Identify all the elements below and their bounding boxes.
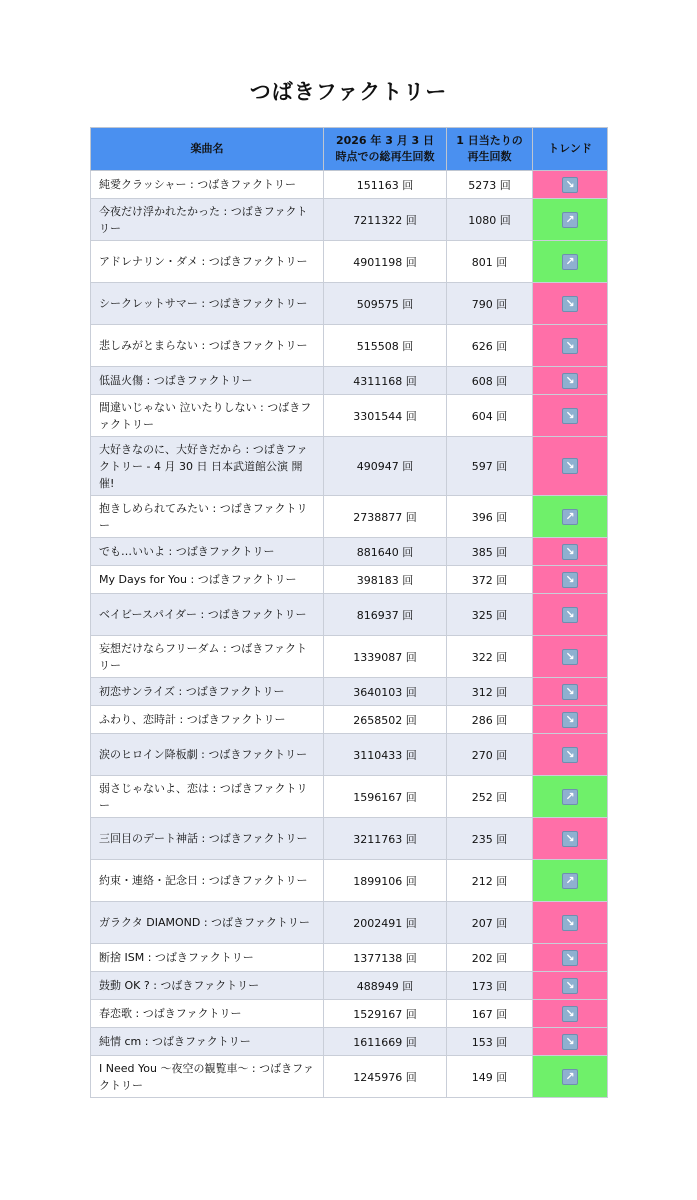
- total-plays: 1596167 回: [324, 776, 447, 818]
- table-row: [91, 944, 608, 972]
- header-total-line2: 時点での総再生回数: [335, 150, 435, 163]
- total-plays: 488949 回: [324, 972, 447, 1000]
- daily-plays: 153 回: [447, 1028, 533, 1056]
- table-row: [91, 706, 608, 734]
- song-title: 純情 cm : つばきファクトリー: [91, 1028, 324, 1056]
- total-plays: 515508 回: [324, 325, 447, 367]
- trend-cell: [533, 1056, 608, 1098]
- total-plays: 1899106 回: [324, 860, 447, 902]
- song-title: 悲しみがとまらない : つばきファクトリー: [91, 325, 324, 367]
- total-plays: 2002491 回: [324, 902, 447, 944]
- table-row: [91, 325, 608, 367]
- table-row: [91, 437, 608, 496]
- trend-down-arrow-icon: ↘: [562, 338, 578, 354]
- header-daily-plays: [447, 128, 533, 171]
- daily-plays: 790 回: [447, 283, 533, 325]
- song-title: でも…いいよ : つばきファクトリー: [91, 538, 324, 566]
- trend-cell: [533, 944, 608, 972]
- total-plays: 4311168 回: [324, 367, 447, 395]
- daily-plays: 202 回: [447, 944, 533, 972]
- table-row: [91, 1056, 608, 1098]
- table-header-row: [91, 128, 608, 171]
- total-plays: 1377138 回: [324, 944, 447, 972]
- trend-down-arrow-icon: ↘: [562, 458, 578, 474]
- total-plays: 881640 回: [324, 538, 447, 566]
- table-row: [91, 902, 608, 944]
- trend-up-arrow-icon: ↗: [562, 254, 578, 270]
- song-title: 純愛クラッシャー : つばきファクトリー: [91, 171, 324, 199]
- table-row: [91, 594, 608, 636]
- trend-cell: [533, 1028, 608, 1056]
- header-daily-line2: 再生回数: [467, 150, 512, 163]
- trend-up-arrow-icon: ↗: [562, 509, 578, 525]
- trend-cell: [533, 538, 608, 566]
- table-row: [91, 776, 608, 818]
- daily-plays: 385 回: [447, 538, 533, 566]
- table-row: [91, 283, 608, 325]
- song-title: My Days for You : つばきファクトリー: [91, 566, 324, 594]
- trend-cell: [533, 199, 608, 241]
- song-title: ベイビースパイダー : つばきファクトリー: [91, 594, 324, 636]
- trend-cell: [533, 594, 608, 636]
- trend-down-arrow-icon: ↘: [562, 296, 578, 312]
- song-title: 初恋サンライズ : つばきファクトリー: [91, 678, 324, 706]
- trend-down-arrow-icon: ↘: [562, 684, 578, 700]
- daily-plays: 626 回: [447, 325, 533, 367]
- trend-down-arrow-icon: ↘: [562, 978, 578, 994]
- trend-cell: [533, 678, 608, 706]
- header-total-plays: [324, 128, 447, 171]
- daily-plays: 207 回: [447, 902, 533, 944]
- song-title: 弱さじゃないよ、恋は : つばきファクトリー: [91, 776, 324, 818]
- daily-plays: 597 回: [447, 437, 533, 496]
- table-row: [91, 972, 608, 1000]
- trend-cell: [533, 1000, 608, 1028]
- trend-down-arrow-icon: ↘: [562, 607, 578, 623]
- table-body: [91, 171, 608, 1098]
- song-title: 約束・連絡・記念日 : つばきファクトリー: [91, 860, 324, 902]
- trend-down-arrow-icon: ↘: [562, 408, 578, 424]
- total-plays: 509575 回: [324, 283, 447, 325]
- daily-plays: 325 回: [447, 594, 533, 636]
- song-title: 妄想だけならフリーダム : つばきファクトリー: [91, 636, 324, 678]
- trend-cell: [533, 706, 608, 734]
- trend-down-arrow-icon: ↘: [562, 649, 578, 665]
- total-plays: 490947 回: [324, 437, 447, 496]
- page-title: つばきファクトリー: [249, 80, 448, 104]
- trend-down-arrow-icon: ↘: [562, 1034, 578, 1050]
- trend-down-arrow-icon: ↘: [562, 544, 578, 560]
- trend-up-arrow-icon: ↗: [562, 789, 578, 805]
- song-title: アドレナリン・ダメ : つばきファクトリー: [91, 241, 324, 283]
- daily-plays: 372 回: [447, 566, 533, 594]
- total-plays: 151163 回: [324, 171, 447, 199]
- song-title: ガラクタ DIAMOND : つばきファクトリー: [91, 902, 324, 944]
- trend-cell: [533, 734, 608, 776]
- trend-up-arrow-icon: ↗: [562, 1069, 578, 1085]
- table-row: [91, 636, 608, 678]
- total-plays: 7211322 回: [324, 199, 447, 241]
- song-title: 間違いじゃない 泣いたりしない : つばきファクトリー: [91, 395, 324, 437]
- trend-cell: [533, 496, 608, 538]
- trend-cell: [533, 437, 608, 496]
- song-title: シークレットサマー : つばきファクトリー: [91, 283, 324, 325]
- trend-down-arrow-icon: ↘: [562, 831, 578, 847]
- header-trend: トレンド: [533, 128, 608, 171]
- daily-plays: 1080 回: [447, 199, 533, 241]
- daily-plays: 270 回: [447, 734, 533, 776]
- song-title: 断捨 ISM : つばきファクトリー: [91, 944, 324, 972]
- trend-cell: [533, 395, 608, 437]
- total-plays: 2658502 回: [324, 706, 447, 734]
- total-plays: 1529167 回: [324, 1000, 447, 1028]
- daily-plays: 396 回: [447, 496, 533, 538]
- total-plays: 816937 回: [324, 594, 447, 636]
- daily-plays: 167 回: [447, 1000, 533, 1028]
- total-plays: 1339087 回: [324, 636, 447, 678]
- trend-cell: [533, 367, 608, 395]
- trend-cell: [533, 636, 608, 678]
- daily-plays: 149 回: [447, 1056, 533, 1098]
- daily-plays: 212 回: [447, 860, 533, 902]
- total-plays: 2738877 回: [324, 496, 447, 538]
- total-plays: 1611669 回: [324, 1028, 447, 1056]
- total-plays: 3301544 回: [324, 395, 447, 437]
- trend-down-arrow-icon: ↘: [562, 1006, 578, 1022]
- trend-up-arrow-icon: ↗: [562, 212, 578, 228]
- table-row: [91, 171, 608, 199]
- header-song: 楽曲名: [91, 128, 324, 171]
- song-title: 今夜だけ浮かれたかった : つばきファクトリー: [91, 199, 324, 241]
- daily-plays: 322 回: [447, 636, 533, 678]
- header-total-line1: 2026 年 3 月 3 日: [335, 134, 435, 147]
- trend-down-arrow-icon: ↘: [562, 915, 578, 931]
- total-plays: 3640103 回: [324, 678, 447, 706]
- trend-down-arrow-icon: ↘: [562, 747, 578, 763]
- trend-up-arrow-icon: ↗: [562, 873, 578, 889]
- total-plays: 3110433 回: [324, 734, 447, 776]
- song-title: 低温火傷 : つばきファクトリー: [91, 367, 324, 395]
- header-daily-line1: 1 日当たりの: [456, 134, 523, 147]
- table-row: [91, 734, 608, 776]
- daily-plays: 801 回: [447, 241, 533, 283]
- total-plays: 4901198 回: [324, 241, 447, 283]
- song-title: 三回目のデート神話 : つばきファクトリー: [91, 818, 324, 860]
- total-plays: 398183 回: [324, 566, 447, 594]
- song-title: I Need You 〜夜空の観覧車〜 : つばきファクトリー: [91, 1056, 324, 1098]
- table-row: [91, 538, 608, 566]
- play-count-table: [90, 127, 608, 1098]
- song-title: 春恋歌 : つばきファクトリー: [91, 1000, 324, 1028]
- daily-plays: 252 回: [447, 776, 533, 818]
- trend-cell: [533, 566, 608, 594]
- trend-cell: [533, 972, 608, 1000]
- daily-plays: 5273 回: [447, 171, 533, 199]
- trend-cell: [533, 776, 608, 818]
- table-row: [91, 395, 608, 437]
- trend-down-arrow-icon: ↘: [562, 950, 578, 966]
- trend-cell: [533, 325, 608, 367]
- table-row: [91, 818, 608, 860]
- table-row: [91, 678, 608, 706]
- total-plays: 1245976 回: [324, 1056, 447, 1098]
- song-title: ふわり、恋時計 : つばきファクトリー: [91, 706, 324, 734]
- table-row: [91, 199, 608, 241]
- trend-cell: [533, 241, 608, 283]
- trend-cell: [533, 283, 608, 325]
- song-title: 涙のヒロイン降板劇 : つばきファクトリー: [91, 734, 324, 776]
- table-row: [91, 566, 608, 594]
- trend-cell: [533, 818, 608, 860]
- table-row: [91, 367, 608, 395]
- trend-down-arrow-icon: ↘: [562, 572, 578, 588]
- table-row: [91, 1028, 608, 1056]
- song-title: 抱きしめられてみたい : つばきファクトリー: [91, 496, 324, 538]
- trend-down-arrow-icon: ↘: [562, 373, 578, 389]
- trend-cell: [533, 902, 608, 944]
- daily-plays: 608 回: [447, 367, 533, 395]
- daily-plays: 286 回: [447, 706, 533, 734]
- daily-plays: 235 回: [447, 818, 533, 860]
- table-row: [91, 1000, 608, 1028]
- table-row: [91, 496, 608, 538]
- trend-cell: [533, 171, 608, 199]
- table-row: [91, 860, 608, 902]
- song-title: 鼓動 OK ? : つばきファクトリー: [91, 972, 324, 1000]
- daily-plays: 312 回: [447, 678, 533, 706]
- trend-cell: [533, 860, 608, 902]
- song-title: 大好きなのに、大好きだから : つばきファクトリー - 4 月 30 日 日本武道館公演 開催!: [91, 437, 324, 496]
- daily-plays: 173 回: [447, 972, 533, 1000]
- trend-down-arrow-icon: ↘: [562, 177, 578, 193]
- total-plays: 3211763 回: [324, 818, 447, 860]
- table-row: [91, 241, 608, 283]
- daily-plays: 604 回: [447, 395, 533, 437]
- trend-down-arrow-icon: ↘: [562, 712, 578, 728]
